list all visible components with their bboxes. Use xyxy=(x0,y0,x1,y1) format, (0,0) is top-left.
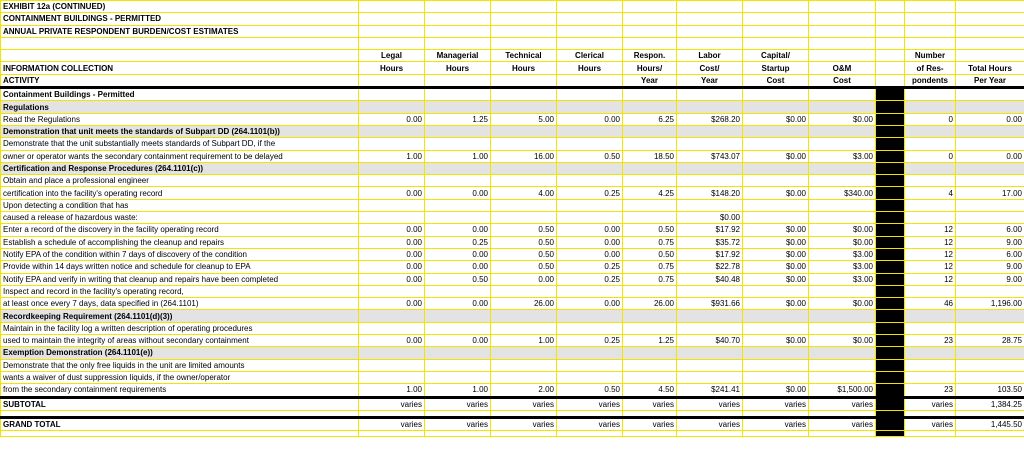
cell-clerical: 0.50 xyxy=(557,150,623,162)
header-row-2 xyxy=(1,13,1024,25)
exhibit-description: ANNUAL PRIVATE RESPONDENT BURDEN/COST ESTIMATES xyxy=(1,25,359,37)
cell-respon: 6.25 xyxy=(623,113,677,125)
col-respondents: Number xyxy=(905,50,956,62)
cell-managerial: varies xyxy=(425,417,491,430)
cell-capital: varies xyxy=(743,397,809,410)
cell-clerical: 0.00 xyxy=(557,113,623,125)
cell-clerical: 0.25 xyxy=(557,187,623,199)
cell-managerial: 0.00 xyxy=(425,298,491,310)
column-header-row-3: ACTIVITY Year Year Cost Cost pondents Per Year xyxy=(1,74,1024,87)
cell-om: $0.00 xyxy=(809,335,876,347)
cell-clerical: 0.50 xyxy=(557,384,623,397)
cell-om: $0.00 xyxy=(809,224,876,236)
cell-managerial: 0.25 xyxy=(425,236,491,248)
cell-managerial: 1.00 xyxy=(425,150,491,162)
cell-labor: varies xyxy=(677,397,743,410)
spacer-row xyxy=(1,37,1024,49)
cell-om: $0.00 xyxy=(809,113,876,125)
section-label: Certification and Response Procedures (264.1101(c)) xyxy=(1,162,359,174)
exhibit-subtitle: CONTAINMENT BUILDINGS - PERMITTED xyxy=(1,13,359,25)
table-row xyxy=(1,335,1024,347)
cell-total: 6.00 xyxy=(956,248,1024,260)
cell-technical: 4.00 xyxy=(491,187,557,199)
table-row xyxy=(1,224,1024,236)
cell-respon: 0.50 xyxy=(623,248,677,260)
col-om: O&M xyxy=(809,62,876,74)
cell-managerial: 1.25 xyxy=(425,113,491,125)
section-row xyxy=(1,101,1024,113)
cell-legal: 1.00 xyxy=(359,150,425,162)
cell-legal: 0.00 xyxy=(359,298,425,310)
section-row xyxy=(1,347,1024,359)
cell-total: 9.00 xyxy=(956,273,1024,285)
cell-respondents: varies xyxy=(905,397,956,410)
cell-technical: 0.50 xyxy=(491,224,557,236)
cell-respon: 4.50 xyxy=(623,384,677,397)
table-row xyxy=(1,261,1024,273)
spacer-row xyxy=(1,410,1024,417)
cell-capital: $0.00 xyxy=(743,273,809,285)
cell-clerical: 0.25 xyxy=(557,273,623,285)
col-clerical: Clerical xyxy=(557,50,623,62)
cell-om: varies xyxy=(809,417,876,430)
cell-respondents: 0 xyxy=(905,150,956,162)
cell-total: 0.00 xyxy=(956,150,1024,162)
cell-managerial: 0.00 xyxy=(425,224,491,236)
header-row-1 xyxy=(1,1,1024,13)
activity-label: Upon detecting a condition that has xyxy=(1,199,359,211)
table-row xyxy=(1,384,1024,397)
cell-capital: $0.00 xyxy=(743,248,809,260)
activity-label: caused a release of hazardous waste: xyxy=(1,212,359,224)
table-row xyxy=(1,236,1024,248)
cell-respon: 0.75 xyxy=(623,236,677,248)
cell-respon: 18.50 xyxy=(623,150,677,162)
cell-clerical: 0.00 xyxy=(557,236,623,248)
cell-technical: varies xyxy=(491,417,557,430)
cell-respon: varies xyxy=(623,397,677,410)
cell-om: $3.00 xyxy=(809,261,876,273)
activity-label: Notify EPA and verify in writing that cleanup and repairs have been completed xyxy=(1,273,359,285)
table-row xyxy=(1,371,1024,383)
section-label: Exemption Demonstration (264.1101(e)) xyxy=(1,347,359,359)
cell-capital: $0.00 xyxy=(743,113,809,125)
cell-respon: 0.75 xyxy=(623,273,677,285)
cell-capital: $0.00 xyxy=(743,261,809,273)
cell-technical: 0.00 xyxy=(491,273,557,285)
cell-respondents: 23 xyxy=(905,335,956,347)
cell-legal: 0.00 xyxy=(359,113,425,125)
cell-om: $340.00 xyxy=(809,187,876,199)
activity-label: Establish a schedule of accomplishing the cleanup and repairs xyxy=(1,236,359,248)
activity-label: Inspect and record in the facility's operating record, xyxy=(1,285,359,297)
cell-labor: $17.92 xyxy=(677,248,743,260)
activity-label: Enter a record of the discovery in the facility operating record xyxy=(1,224,359,236)
cell-om: $3.00 xyxy=(809,248,876,260)
cell-capital: $0.00 xyxy=(743,384,809,397)
cell-om: $3.00 xyxy=(809,150,876,162)
cell-respon: 1.25 xyxy=(623,335,677,347)
table-row xyxy=(1,285,1024,297)
activity-label: wants a waiver of dust suppression liquids, if the owner/operator xyxy=(1,371,359,383)
cell-clerical: 0.25 xyxy=(557,261,623,273)
cell-clerical: varies xyxy=(557,417,623,430)
section-label: Regulations xyxy=(1,101,359,113)
cell-total: 103.50 xyxy=(956,384,1024,397)
cell-total: 0.00 xyxy=(956,113,1024,125)
table-row xyxy=(1,322,1024,334)
table-row xyxy=(1,175,1024,187)
cell-total: 1,384.25 xyxy=(956,397,1024,410)
cell-legal: 0.00 xyxy=(359,273,425,285)
cell-capital: $0.00 xyxy=(743,335,809,347)
cell-respon: 0.50 xyxy=(623,224,677,236)
cell-om: varies xyxy=(809,397,876,410)
cell-managerial: 0.00 xyxy=(425,187,491,199)
spacer-row xyxy=(1,431,1024,437)
col-technical: Technical xyxy=(491,50,557,62)
cell-respon: 26.00 xyxy=(623,298,677,310)
cell-respon: 0.75 xyxy=(623,261,677,273)
column-header-row-2: INFORMATION COLLECTION Hours Hours Hours Hours Hours/ Cost/ Startup O&M of Res- Total Hours xyxy=(1,62,1024,74)
cell-total: 1,196.00 xyxy=(956,298,1024,310)
exhibit-title: EXHIBIT 12a (CONTINUED) xyxy=(1,1,359,13)
cell-technical: 26.00 xyxy=(491,298,557,310)
section-title: Containment Buildings - Permitted xyxy=(1,88,359,101)
activity-label: used to maintain the integrity of areas without secondary containment xyxy=(1,335,359,347)
cell-total: 1,445.50 xyxy=(956,417,1024,430)
cell-legal: varies xyxy=(359,417,425,430)
cell-labor: $931.66 xyxy=(677,298,743,310)
cell-clerical: 0.00 xyxy=(557,224,623,236)
cell-total: 17.00 xyxy=(956,187,1024,199)
cell-technical: 0.50 xyxy=(491,248,557,260)
cell-respondents: 12 xyxy=(905,236,956,248)
cell-respondents: 23 xyxy=(905,384,956,397)
cell-legal: 0.00 xyxy=(359,187,425,199)
section-row xyxy=(1,162,1024,174)
cell-total: 6.00 xyxy=(956,224,1024,236)
cell-respondents: varies xyxy=(905,417,956,430)
cell-legal: 0.00 xyxy=(359,335,425,347)
table-row xyxy=(1,248,1024,260)
col-activity: INFORMATION COLLECTION xyxy=(1,62,359,74)
activity-label: Maintain in the facility log a written description of operating procedures xyxy=(1,322,359,334)
activity-label: Demonstrate that the unit substantially meets standards of Subpart DD, if the xyxy=(1,138,359,150)
cell-respondents: 0 xyxy=(905,113,956,125)
cell-respondents: 12 xyxy=(905,261,956,273)
cell-labor: $241.41 xyxy=(677,384,743,397)
activity-label: Obtain and place a professional engineer xyxy=(1,175,359,187)
table-row xyxy=(1,150,1024,162)
cell-om: $1,500.00 xyxy=(809,384,876,397)
cell-total: 9.00 xyxy=(956,236,1024,248)
cell-om: $0.00 xyxy=(809,298,876,310)
cell-capital: $0.00 xyxy=(743,187,809,199)
cell-technical: 0.50 xyxy=(491,236,557,248)
activity-label: at least once every 7 days, data specified in (264.1101) xyxy=(1,298,359,310)
cell-managerial: 0.00 xyxy=(425,248,491,260)
section-label: Demonstration that unit meets the standards of Subpart DD (264.1101(b)) xyxy=(1,125,359,137)
cell-managerial: 0.50 xyxy=(425,273,491,285)
cell-labor: $40.70 xyxy=(677,335,743,347)
cell-respon: 4.25 xyxy=(623,187,677,199)
cell-managerial: 0.00 xyxy=(425,335,491,347)
cell-labor: $743.07 xyxy=(677,150,743,162)
cell-capital: $0.00 xyxy=(743,224,809,236)
col-capital: Capital/ xyxy=(743,50,809,62)
section-row xyxy=(1,125,1024,137)
table-row xyxy=(1,273,1024,285)
activity-label: Provide within 14 days written notice and schedule for cleanup to EPA xyxy=(1,261,359,273)
col-total-hours: Total Hours xyxy=(956,62,1024,74)
table-row xyxy=(1,359,1024,371)
cell-respon: varies xyxy=(623,417,677,430)
cell-total: 9.00 xyxy=(956,261,1024,273)
cell-clerical: varies xyxy=(557,397,623,410)
cell-capital: varies xyxy=(743,417,809,430)
section-row xyxy=(1,310,1024,322)
cell-labor: $22.78 xyxy=(677,261,743,273)
cell-labor: $35.72 xyxy=(677,236,743,248)
table-body xyxy=(1,1,1024,437)
cell-capital: $0.00 xyxy=(743,150,809,162)
cell-labor: varies xyxy=(677,417,743,430)
cell-labor: $17.92 xyxy=(677,224,743,236)
cell-capital: $0.00 xyxy=(743,236,809,248)
cell-managerial: 1.00 xyxy=(425,384,491,397)
cell-legal: 0.00 xyxy=(359,236,425,248)
cell-total: 28.75 xyxy=(956,335,1024,347)
cell-respondents: 12 xyxy=(905,273,956,285)
table-row xyxy=(1,212,1024,224)
cell-om: $0.00 xyxy=(809,236,876,248)
cell-respondents: 46 xyxy=(905,298,956,310)
title-row xyxy=(1,88,1024,101)
cell-respondents: 12 xyxy=(905,248,956,260)
cell-labor: $0.00 xyxy=(677,212,743,224)
cell-om: $3.00 xyxy=(809,273,876,285)
cell-technical: 2.00 xyxy=(491,384,557,397)
grand-total-row-label: GRAND TOTAL xyxy=(1,417,359,430)
column-header-row-1 xyxy=(1,50,1024,62)
cell-technical: 1.00 xyxy=(491,335,557,347)
cell-legal: 0.00 xyxy=(359,224,425,236)
col-legal: Legal xyxy=(359,50,425,62)
cell-technical: 0.50 xyxy=(491,261,557,273)
section-label: Recordkeeping Requirement (264.1101(d)(3)) xyxy=(1,310,359,322)
cell-clerical: 0.00 xyxy=(557,248,623,260)
cell-managerial: varies xyxy=(425,397,491,410)
activity-label: Read the Regulations xyxy=(1,113,359,125)
cell-labor: $268.20 xyxy=(677,113,743,125)
cell-technical: 5.00 xyxy=(491,113,557,125)
subtotal-row-label: SUBTOTAL xyxy=(1,397,359,410)
table-row xyxy=(1,298,1024,310)
cell-clerical: 0.00 xyxy=(557,298,623,310)
activity-label: Demonstrate that the only free liquids in the unit are limited amounts xyxy=(1,359,359,371)
cell-clerical: 0.25 xyxy=(557,335,623,347)
cell-respondents: 12 xyxy=(905,224,956,236)
cell-legal: 0.00 xyxy=(359,261,425,273)
table-row xyxy=(1,138,1024,150)
cell-legal: 0.00 xyxy=(359,248,425,260)
table-row xyxy=(1,187,1024,199)
cell-labor: $40.48 xyxy=(677,273,743,285)
cell-legal: varies xyxy=(359,397,425,410)
table-row xyxy=(1,113,1024,125)
cell-technical: varies xyxy=(491,397,557,410)
cell-labor: $148.20 xyxy=(677,187,743,199)
grand-total-row xyxy=(1,417,1024,430)
activity-label: certification into the facility's operating record xyxy=(1,187,359,199)
activity-label: Notify EPA of the condition within 7 days of discovery of the condition xyxy=(1,248,359,260)
col-managerial: Managerial xyxy=(425,50,491,62)
activity-label: owner or operator wants the secondary containment requirement to be delayed xyxy=(1,150,359,162)
header-row-3 xyxy=(1,25,1024,37)
subtotal-row xyxy=(1,397,1024,410)
col-respon: Respon. xyxy=(623,50,677,62)
activity-label: from the secondary containment requirements xyxy=(1,384,359,397)
cell-respondents: 4 xyxy=(905,187,956,199)
cell-capital: $0.00 xyxy=(743,298,809,310)
cell-technical: 16.00 xyxy=(491,150,557,162)
col-labor: Labor xyxy=(677,50,743,62)
cell-managerial: 0.00 xyxy=(425,261,491,273)
cell-legal: 1.00 xyxy=(359,384,425,397)
table-row xyxy=(1,199,1024,211)
